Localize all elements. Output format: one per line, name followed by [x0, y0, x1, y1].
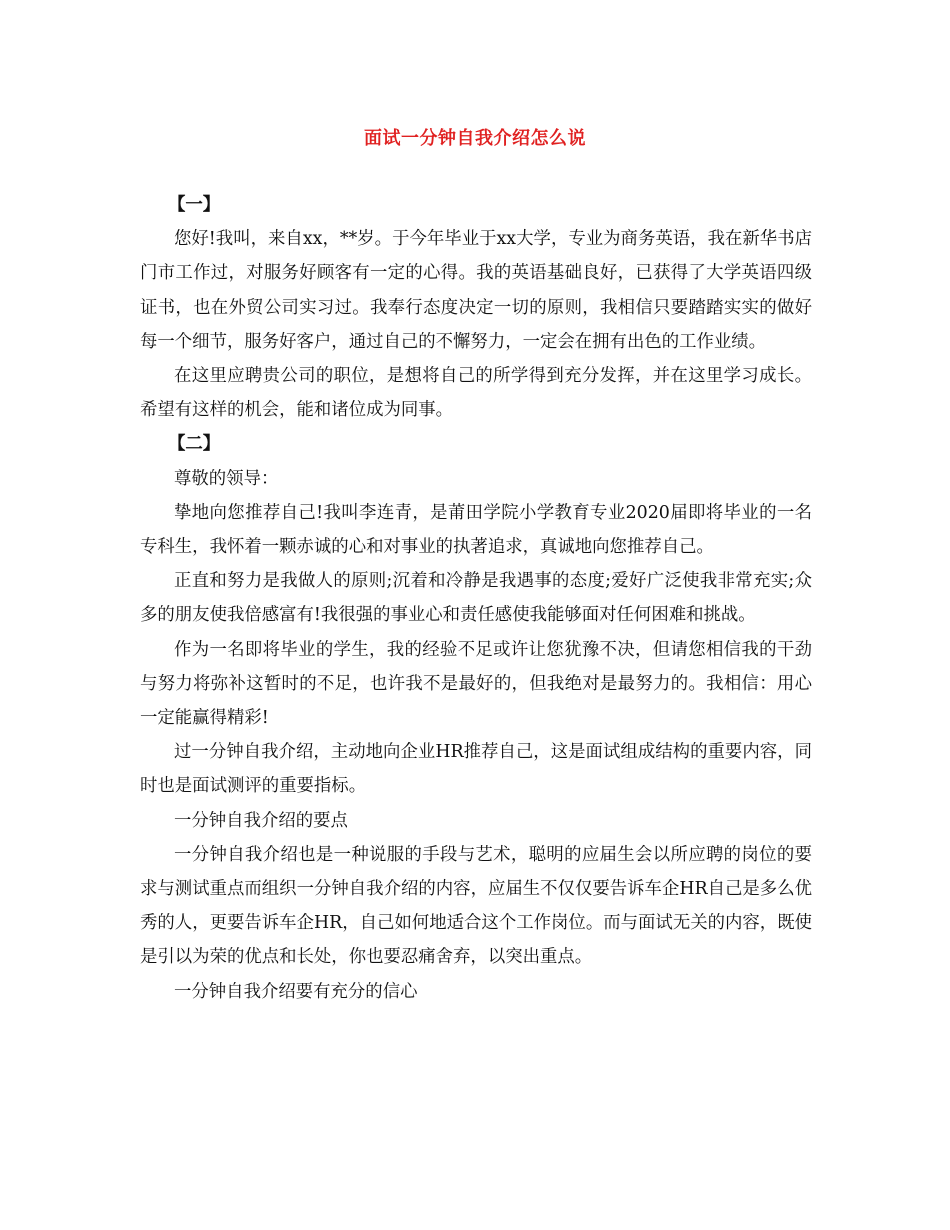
paragraph: 尊敬的领导：	[174, 468, 279, 489]
paragraph: 正直和努力是我做人的原则;沉着和冷静是我遇事的态度;爱好广泛使我非常充实;众多的朋友使我倍感富有!我很强的事业心和责任感使我能够面对任何困难和挑战。	[140, 571, 812, 626]
paragraph: 挚地向您推荐自己!我叫李连青，是莆田学院小学教育专业2020届即将毕业的一名专科生，我怀着一颗赤诚的心和对事业的执著追求，真诚地向您推荐自己。	[140, 502, 812, 558]
document-body	[140, 188, 812, 1009]
section-heading-2: 【二】	[168, 434, 221, 455]
paragraph: 作为一名即将毕业的学生，我的经验不足或许让您犹豫不决，但请您相信我的干劲与努力将弥补这暂时的不足，也许我不是最好的，但我绝对是最努力的。我相信：用心一定能赢得精彩!	[140, 639, 812, 729]
paragraph: 一分钟自我介绍要有充分的信心	[174, 981, 418, 1002]
document-title: 面试一分钟自我介绍怎么说	[364, 128, 586, 149]
section-heading-1: 【一】	[168, 195, 221, 215]
paragraph: 在这里应聘贵公司的职位，是想将自己的所学得到充分发挥，并在这里学习成长。希望有这样的机会，能和诸位成为同事。	[140, 366, 812, 421]
paragraph: 一分钟自我介绍的要点	[174, 810, 348, 831]
paragraph: 您好!我叫，来自xx，**岁。于今年毕业于xx大学，专业为商务英语，我在新华书店门市工作过，对服务好顾客有一定的心得。我的英语基础良好，已获得了大学英语四级证书，也在外贸公司实习过。我奉行态度决定一切的原则，我相信只要踏踏实实的做好每一个细节，服务好客户，通过自己的不懈努力，一定会在拥有出色的工作业绩。	[140, 229, 812, 352]
paragraph: 过一分钟自我介绍，主动地向企业HR推荐自己，这是面试组成结构的重要内容，同时也是面试测评的重要指标。	[140, 742, 812, 797]
paragraph: 一分钟自我介绍也是一种说服的手段与艺术，聪明的应届生会以所应聘的岗位的要求与测试重点而组织一分钟自我介绍的内容，应届生不仅仅要告诉车企HR自己是多么优秀的人，更要告诉车企HR，自己如何地适合这个工作岗位。而与面试无关的内容，既使是引以为荣的优点和长处，你也要忍痛舍弃，以突出重点。	[140, 844, 812, 968]
